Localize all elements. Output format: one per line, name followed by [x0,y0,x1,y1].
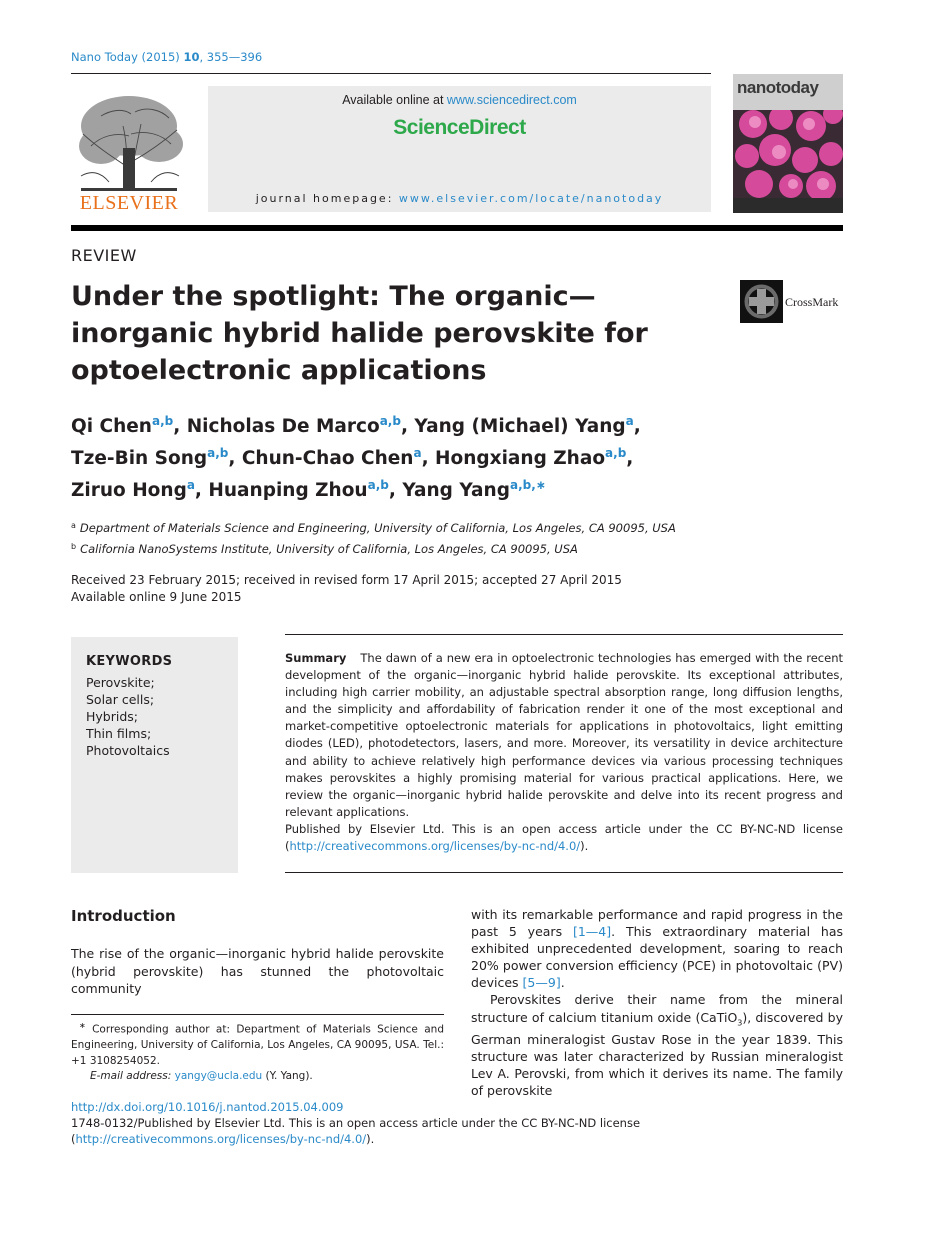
introduction-heading: Introduction [71,907,176,925]
article-dates [71,572,622,606]
license-link[interactable]: http://creativecommons.org/licenses/by-nc-nd/4.0/ [289,839,581,854]
email-link[interactable]: yangy@ucla.edu [174,1070,263,1083]
affiliation: $^b$ California NanoSystems Institute, University of California, Los Angeles, CA 90095, USA [71,541,578,556]
author-list [71,408,843,504]
reference-link[interactable]: [5—9] [522,975,561,991]
sciencedirect-banner [208,86,711,212]
keyword: Photovoltaics [86,743,170,758]
author: Nicholas De Marco$^{a,b}$, [186,414,415,437]
article-title: Under the spotlight: The organic—inorganic hybrid halide perovskite for optoelectronic applications [71,281,648,386]
author: Hongxiang Zhao$^{a,b}$, [435,446,634,469]
keyword: Perovskite; [86,675,155,690]
author: Tze-Bin Song$^{a,b}$, [71,446,242,469]
elsevier-logo [71,86,187,213]
introduction-column-2 [471,906,843,1100]
author: Qi Chen$^{a,b}$, [71,414,187,437]
keywords-heading: KEYWORDS [86,654,173,669]
summary-text: The dawn of a new era in optoelectronic technologies has emerged with the recent development of the organic—inorganic hybrid halide perovskite. Its exceptional attributes, including high carrier mobility, an adjustable spectral absorption range, long diffusion lengths, and the simplicity and affordability of fabrication render it one of the most exceptional and market-competitive optoelectronic materials for applications in photovoltaics, light emitting diodes (LED), photodetectors, lasers, and more. Moreover, its versatility in device architecture and ability to achieve relatively high performance devices via various processing techniques makes perovskites a highly promising material for various practical applications. Here, we review the organic—inorganic hybrid halide perovskite and delve into its recent progress and relevant applications. [285,651,843,819]
author: Chun-Chao Chen$^a$, [241,446,436,469]
available-online-date: Available online 9 June 2015 [71,590,242,604]
crossmark-icon[interactable] [740,280,783,323]
elsevier-wordmark: ELSEVIER [79,192,179,214]
author: Yang (Michael) Yang$^a$, [414,414,641,437]
journal-citation[interactable]: Nano Today (2015) 10, 355—396 [71,50,263,64]
sciencedirect-brand: ScienceDirect [393,116,526,139]
section-label: REVIEW [71,246,137,265]
body-paragraph: Perovskites derive their name from the mineral structure of calcium titanium oxide (CaTiO$_3$), discovered by German mineralogist Gustav Rose in the year 1839. This structure was later characterized by Russian mineralogist Lev A. Perovski, from which it derives its name. The family of perovskite [471,992,843,1099]
summary-label: Summary [285,651,347,665]
keywords-box [71,637,238,873]
masthead-rule [71,225,843,231]
author: Huanping Zhou$^{a,b}$, [208,478,403,501]
author: Ziruo Hong$^a$, [71,478,209,501]
corresponding-author-footnote: ∗ Corresponding author at: Department of Materials Science and Engineering, University of California, Los Angeles, CA 90095, USA. Tel.: +1 3108254052. E-mail address: yangy@ucla.edu (Y. Yang). [71,1021,444,1083]
journal-homepage: journal homepage: www.elsevier.com/locate/nanotoday [255,192,664,205]
received-dates: Received 23 February 2015; received in revised form 17 April 2015; accepted 27 April 2015 [71,573,622,587]
journal-cover [733,74,843,213]
summary-top-rule [285,634,843,635]
available-online: Available online at www.sciencedirect.com [342,93,577,107]
copyright-license: 1748-0132/Published by Elsevier Ltd. This is an open access article under the CC BY-NC-ND license (http://creativecommons.org/licenses/by-nc-nd/4.0/). [71,1116,641,1146]
crossmark-label: CrossMark [785,295,839,309]
header-rule [71,73,711,74]
author: Yang Yang$^{a,b,∗}$ [402,478,546,501]
keyword: Hybrids; [86,709,139,724]
keywords-list [86,674,170,759]
keyword: Thin films; [86,726,152,741]
sciencedirect-link[interactable]: www.sciencedirect.com [446,93,577,107]
cover-title: nanotoday [737,78,819,97]
body-paragraph: with its remarkable performance and rapid progress in the past 5 years [1—4]. This extraordinary material has exhibited unprecedented development, soaring to reach 20% power conversion efficiency (PCE) in photovoltaic (PV) devices [5—9]. [471,907,844,991]
doi-link[interactable]: http://dx.doi.org/10.1016/j.nantod.2015.04.009 [71,1100,344,1114]
affiliation: $^a$ Department of Materials Science and Engineering, University of California, Los Angeles, CA 90095, USA [71,521,676,535]
reference-link[interactable]: [1—4] [572,924,612,940]
summary-bottom-rule [285,872,843,873]
summary: Summary The dawn of a new era in optoelectronic technologies has emerged with the recent development of the organic—inorganic hybrid halide perovskite. Its exceptional attributes, including high carrier mobility, an adjustable spectral absorption range, long diffusion lengths, and the simplicity and affordability of fabrication render it one of the most exceptional and market-competitive optoelectronic materials for applications in photovoltaics, light emitting diodes (LED), photodetectors, lasers, and more. Moreover, its versatility in device architecture and ability to achieve relatively high performance devices via various processing techniques makes perovskites a highly promising material for various practical applications. Here, we review the organic—inorganic hybrid halide perovskite and delve into its recent progress and relevant applications. Published by Elsevier Ltd. This is an open access article under the CC BY-NC-ND license (http://creativecommons.org/licenses/by-nc-nd/4.0/). [285,651,843,854]
affiliations [71,517,676,558]
journal-homepage-link[interactable]: www.elsevier.com/locate/nanotoday [398,192,664,205]
keyword: Solar cells; [86,692,155,707]
introduction-paragraph: The rise of the organic—inorganic hybrid halide perovskite (hybrid perovskite) has stunned the photovoltaic community [71,946,444,996]
footnote-rule [71,1014,444,1015]
bottom-license-link[interactable]: http://creativecommons.org/licenses/by-nc-nd/4.0/ [75,1132,367,1146]
